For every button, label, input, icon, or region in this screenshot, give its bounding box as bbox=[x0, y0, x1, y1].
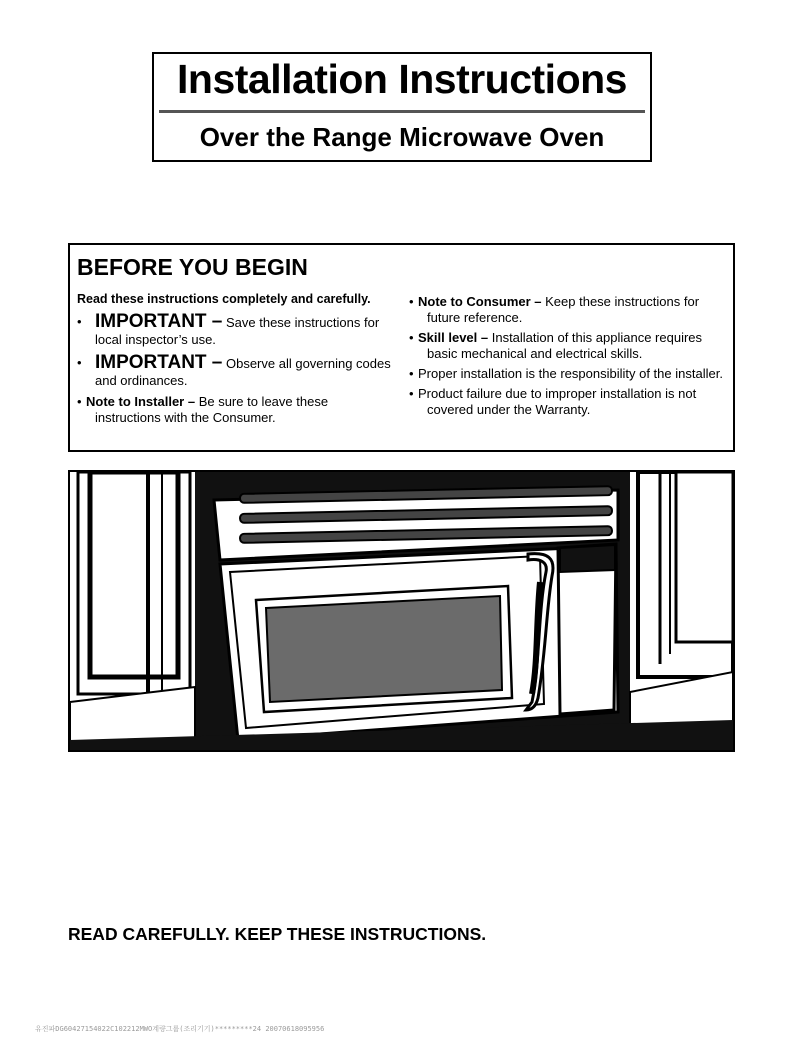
microwave-illustration bbox=[68, 470, 735, 752]
list-item: • IMPORTANT – Observe all governing codes and ordinances. bbox=[77, 352, 391, 388]
list-item: • Skill level – Installation of this appliance requires basic mechanical and electrical skills. bbox=[409, 330, 703, 361]
left-cabinet bbox=[70, 472, 195, 750]
list-item: • Note to Consumer – Keep these instructions for future reference. bbox=[409, 294, 700, 325]
right-column bbox=[409, 294, 729, 422]
bullet-icon: • bbox=[77, 394, 82, 409]
list-item: • IMPORTANT – Save these instructions for local inspector’s use. bbox=[77, 311, 380, 347]
control-panel bbox=[558, 544, 616, 714]
list-item: • Product failure due to improper installation is not covered under the Warranty. bbox=[409, 386, 697, 417]
bullet-icon: • bbox=[409, 330, 414, 345]
bullet-icon: • bbox=[409, 386, 414, 401]
before-you-begin-box bbox=[68, 243, 735, 452]
list-item: • Note to Installer – Be sure to leave these instructions with the Consumer. bbox=[77, 394, 329, 425]
bullet-icon: • bbox=[409, 294, 414, 309]
print-code: 유진파DG60427154022C102212MWO계량그룹(조리기기)*********24 20070618095956 bbox=[35, 1025, 325, 1033]
title-box bbox=[152, 52, 652, 162]
title-divider bbox=[159, 110, 645, 113]
page-subtitle: Over the Range Microwave Oven bbox=[199, 122, 605, 152]
list-item: • Proper installation is the responsibility of the installer. bbox=[409, 366, 723, 381]
bullet-icon: • bbox=[77, 355, 82, 370]
intro-text: Read these instructions completely and carefully. bbox=[77, 292, 371, 306]
bullet-icon: • bbox=[409, 366, 414, 381]
bullet-icon: • bbox=[77, 314, 82, 329]
right-cabinet bbox=[630, 472, 733, 750]
page-title: Installation Instructions bbox=[177, 56, 627, 102]
read-carefully-notice: READ CAREFULLY. KEEP THESE INSTRUCTIONS. bbox=[68, 924, 487, 944]
left-column bbox=[77, 291, 397, 430]
microwave-drawing bbox=[70, 472, 733, 750]
section-heading: BEFORE YOU BEGIN bbox=[77, 254, 308, 280]
